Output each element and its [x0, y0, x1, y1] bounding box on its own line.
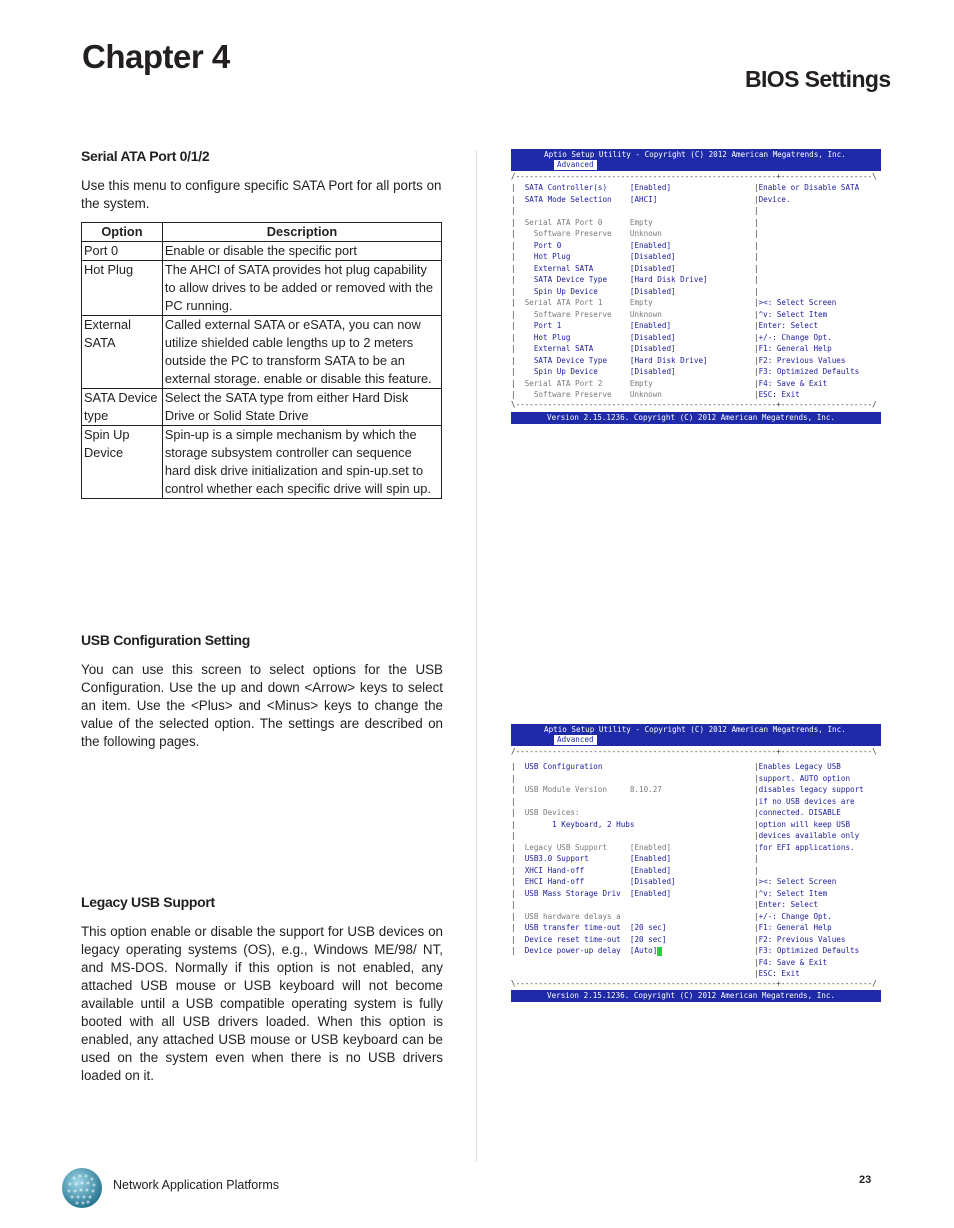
bios-setting-row: | Software Preserve Unknown	[511, 229, 662, 238]
legacy-heading: Legacy USB Support	[81, 894, 215, 910]
bios-setting-value[interactable]: Empty	[629, 298, 653, 307]
bios-help-text: F3: Optimized Defaults	[758, 367, 860, 376]
bios-setting-label	[525, 831, 630, 840]
bios-help-line: |	[754, 275, 759, 284]
table-row	[82, 261, 442, 316]
bios-help-line: |^v: Select Item	[754, 309, 828, 319]
bios-help-text: ESC: Exit	[758, 969, 800, 978]
bios-setting-row[interactable]: | USB Mass Storage Driv [Enabled]	[511, 888, 672, 898]
bios-setting-label: Port 0	[524, 240, 630, 250]
bios-help-line: |option will keep USB	[754, 819, 851, 829]
usb-intro: You can use this screen to select options for the USB Configuration. Use the up and down <Arrow> keys to select an item. Use the <Plus> and <Minus> keys to change the value of the selected option. The settings are described on the following pages.	[81, 662, 443, 749]
description-cell: Called external SATA or eSATA, you can now utilize shielded cable lengths up to 2 meters outside the PC to transform SATA to be an external storage. enable or disable this feature.	[162, 316, 441, 389]
bios-help-text: F4: Save & Exit	[758, 957, 828, 967]
bios-help-text: if no USB devices are	[758, 796, 855, 806]
globe-logo-icon	[60, 1166, 104, 1210]
bios-setting-row[interactable]: | Hot Plug [Disabled]	[511, 252, 676, 261]
bios-setting-value[interactable]: [20 sec]	[629, 923, 667, 932]
bios-setting-row: | Serial ATA Port 0 Empty	[511, 217, 653, 227]
bios-help-text: F1: General Help	[758, 923, 832, 932]
bios-setting-row: | Software Preserve Unknown	[511, 390, 662, 399]
sata-intro: Use this menu to configure specific SATA Port for all ports on the system.	[81, 178, 442, 211]
bios-setting-value[interactable]: [Disabled]	[629, 286, 676, 296]
bios-help-line: |+/-: Change Opt.	[754, 911, 832, 921]
bios-title: Aptio Setup Utility - Copyright (C) 2012 American Megatrends, Inc.	[544, 725, 846, 734]
bios-setting-row[interactable]: | Legacy USB Support [Enabled]	[511, 842, 672, 852]
cursor-icon	[657, 947, 662, 956]
bios-setting-label: Device power-up delay	[524, 946, 630, 955]
bios-help-line: |><: Select Screen	[754, 298, 837, 307]
description-cell: Spin-up is a simple mechanism by which the storage subsystem controller can sequence hard disk drive initialization and spin-up.set to control whether each specific drive will spin up.	[162, 426, 441, 499]
bios-help-text: +/-: Change Opt.	[758, 911, 832, 921]
bios-help-line: |Device.	[754, 194, 791, 204]
bios-setting-row[interactable]: | SATA Device Type [Hard Disk Drive]	[511, 275, 708, 284]
bios-help-text: F2: Previous Values	[758, 355, 846, 365]
bios-setting-label: Serial ATA Port 1	[524, 298, 630, 307]
bios-setting-label: XHCI Hand-off	[524, 865, 630, 875]
bios-setting-value[interactable]: [Auto]	[629, 946, 658, 955]
legacy-body: This option enable or disable the support for USB devices on legacy operating systems (OS), e.g., Windows ME/98/ NT, and MS-DOS. Normally if this option is not enabled, any attached USB mouse or USB keyboard will not become available until a USB compatible operating system is fully booted with all USB drivers loaded. When this option is enabled, any attached USB mouse or USB keyboard can be used on the system even when there is no USB drivers loaded on it.	[81, 924, 443, 1083]
bios-help-line: |F1: General Help	[754, 923, 832, 932]
page-number: 23	[859, 1174, 872, 1186]
col-header-option: Option	[82, 223, 163, 242]
chapter-title: Chapter 4	[82, 38, 230, 75]
bios-setting-label: SATA Controller(s)	[524, 183, 630, 192]
bios-setting-value[interactable]: [Enabled]	[629, 854, 672, 863]
bios-setting-label: SATA Device Type	[524, 355, 630, 365]
bios-help-line: |	[754, 263, 759, 273]
bios-help-line: |^v: Select Item	[754, 888, 828, 898]
bios-setting-value[interactable]: [Disabled]	[629, 263, 676, 273]
bios-help-text: Enable or Disable SATA	[758, 183, 860, 192]
bios-help-text: F3: Optimized Defaults	[758, 946, 860, 955]
bios-help-text: Device.	[758, 194, 791, 204]
bios-setting-label: Serial ATA Port 2	[524, 378, 630, 388]
description-cell: Select the SATA type from either Hard Disk Drive or Solid State Drive	[162, 389, 441, 426]
bios-setting-row: |	[511, 830, 630, 842]
bios-setting-row[interactable]: | SATA Device Type [Hard Disk Drive]	[511, 355, 708, 365]
bios-setting-label: Device reset time-out	[524, 934, 630, 944]
bios-help-text: ^v: Select Item	[758, 309, 828, 319]
bios-help-text: ESC: Exit	[758, 390, 800, 399]
bios-help-line: |if no USB devices are	[754, 796, 855, 806]
bios-help-text: support. AUTO option	[758, 773, 851, 783]
bios-help-line: |disables legacy support	[754, 785, 864, 794]
bios-setting-label: Software Preserve	[524, 390, 630, 399]
bios-setting-label: USB Module Version	[524, 785, 630, 794]
bios-setting-value[interactable]: Unknown	[629, 309, 662, 319]
table-row	[82, 316, 442, 389]
bios-setting-label: Hot Plug	[524, 252, 630, 261]
bios-setting-label: Hot Plug	[524, 332, 630, 342]
bios-setting-row: | Serial ATA Port 1 Empty	[511, 298, 653, 307]
bios-help-text: +/-: Change Opt.	[758, 332, 832, 342]
description-cell: Enable or disable the specific port	[162, 242, 441, 261]
bios-help-line: |F4: Save & Exit	[754, 957, 828, 967]
bios-setting-row[interactable]: | EHCI Hand-off [Disabled]	[511, 877, 676, 886]
bios-setting-value[interactable]: 8.10.27	[629, 785, 662, 794]
column-divider	[476, 150, 477, 1162]
bios-setting-row[interactable]: | Device reset time-out [20 sec]	[511, 934, 667, 944]
bios-help-line: |Enables Legacy USB	[754, 762, 841, 771]
section-title: BIOS Settings	[745, 66, 891, 92]
bios-help-text: F4: Save & Exit	[758, 378, 828, 388]
description-cell: The AHCI of SATA provides hot plug capability to allow drives to be added or removed with the PC running.	[162, 261, 441, 316]
tab-advanced[interactable]: Advanced	[554, 735, 597, 745]
bios-help-line: |support. AUTO option	[754, 773, 851, 783]
sata-options-table	[81, 222, 442, 499]
bios-help-line: |Enter: Select	[754, 900, 819, 909]
bios-setting-value[interactable]: [Enabled]	[629, 321, 672, 330]
bios-help-line: |	[754, 240, 759, 250]
bios-help-text: ^v: Select Item	[758, 888, 828, 898]
bios-help-line: |for EFI applications.	[754, 842, 855, 852]
bios-help-line: |Enter: Select	[754, 321, 819, 330]
bios-setting-row: |	[511, 773, 630, 785]
bios-setting-value[interactable]: Unknown	[629, 229, 662, 238]
bios-help-text: disables legacy support	[758, 785, 864, 794]
bios-setting-label	[525, 797, 630, 806]
bios-help-line: |ESC: Exit	[754, 969, 800, 978]
bios-setting-row[interactable]: | SATA Controller(s) [Enabled]	[511, 183, 672, 192]
bios-setting-row: |	[511, 205, 630, 217]
bios-help-text: F1: General Help	[758, 344, 832, 353]
option-cell: SATA Device type	[82, 389, 163, 426]
bios-help-text: ><: Select Screen	[758, 877, 837, 886]
bios-help-line: |F2: Previous Values	[754, 934, 846, 944]
bios-setting-value[interactable]: [Enabled]	[629, 183, 672, 192]
bios-setting-row[interactable]: | XHCI Hand-off [Enabled]	[511, 865, 672, 875]
bios-setting-value[interactable]: [20 sec]	[629, 934, 667, 944]
bios-setting-value[interactable]: [Disabled]	[629, 332, 676, 342]
bios-help-text: Enter: Select	[758, 900, 819, 909]
bios-setting-label: USB Devices:	[524, 808, 630, 817]
bios-setting-row[interactable]: | USB transfer time-out [20 sec]	[511, 923, 667, 932]
bios-setting-label	[525, 774, 630, 783]
bios-setting-value[interactable]: [Enabled]	[629, 865, 672, 875]
bios-setting-label: External SATA	[524, 263, 630, 273]
bios-setting-value[interactable]: Unknown	[629, 390, 662, 399]
bios-setting-row: | USB Configuration	[511, 762, 630, 771]
bios-help-line: |	[754, 229, 759, 238]
bios-setting-label: SATA Device Type	[524, 275, 630, 284]
bios-version-bar	[511, 412, 881, 424]
table-row	[82, 426, 442, 499]
bios-setting-row: | Software Preserve Unknown	[511, 309, 662, 319]
bios-help-text: ><: Select Screen	[758, 298, 837, 307]
usb-heading: USB Configuration Setting	[81, 632, 251, 648]
bios-help-text: Enables Legacy USB	[758, 762, 841, 771]
bios-setting-value[interactable]: [Enabled]	[629, 240, 672, 250]
bios-bottom-border: \---------------------------------------------------------+--------------------/	[511, 979, 877, 988]
bios-setting-label: Software Preserve	[524, 229, 630, 238]
bios-help-line: |	[754, 252, 759, 261]
bios-help-line: |devices available only	[754, 831, 860, 840]
option-cell: Spin Up Device	[82, 426, 163, 499]
bios-help-line: |F2: Previous Values	[754, 355, 846, 365]
bios-setting-label: 1 Keyboard, 2 Hubs	[524, 819, 635, 829]
bios-help-line: |connected. DISABLE	[754, 808, 841, 817]
bios-setting-row[interactable]: | USB3.0 Support [Enabled]	[511, 854, 672, 863]
bios-setting-value[interactable]: [Disabled]	[629, 344, 676, 353]
option-cell: Port 0	[82, 242, 163, 261]
bios-setting-row[interactable]: | Spin Up Device [Disabled]	[511, 286, 676, 296]
bios-setting-value[interactable]: Empty	[629, 378, 653, 388]
bios-setting-label: Software Preserve	[524, 309, 630, 319]
bios-setting-value[interactable]: [Hard Disk Drive]	[629, 275, 708, 284]
bios-setting-value[interactable]: [Disabled]	[629, 367, 676, 376]
bios-setting-label: USB Configuration	[524, 762, 630, 771]
bios-setting-row: | 1 Keyboard, 2 Hubs	[511, 819, 635, 829]
bios-setting-label: USB3.0 Support	[524, 854, 630, 863]
bios-help-line: |	[754, 206, 759, 215]
bios-help-text: for EFI applications.	[758, 842, 855, 852]
col-header-description: Description	[162, 223, 441, 242]
bios-setting-label: USB Mass Storage Driv	[524, 888, 630, 898]
bios-help-text: F2: Previous Values	[758, 934, 846, 944]
bios-setting-row: | USB hardware delays a	[511, 911, 630, 921]
bios-setting-label: Serial ATA Port 0	[524, 217, 630, 227]
bios-setting-row: |	[511, 899, 630, 911]
bios-top-border: /---------------------------------------------------------+--------------------\	[511, 747, 877, 756]
bios-setting-value[interactable]: [AHCI]	[629, 194, 658, 204]
table-row	[82, 242, 442, 261]
bios-setting-row: |	[511, 796, 630, 808]
bios-help-line: |	[754, 217, 759, 227]
bios-help-line: |	[754, 854, 759, 863]
bios-setting-value[interactable]: [Disabled]	[629, 252, 676, 261]
bios-setting-label: External SATA	[524, 344, 630, 353]
bios-help-line: |ESC: Exit	[754, 390, 800, 399]
bios-setting-label: Legacy USB Support	[524, 842, 630, 852]
bios-setting-value[interactable]: [Enabled]	[629, 842, 672, 852]
bios-help-line: |F1: General Help	[754, 344, 832, 353]
bios-version-bar	[511, 990, 881, 1002]
bios-setting-label: USB transfer time-out	[524, 923, 630, 932]
bios-help-line: |><: Select Screen	[754, 877, 837, 886]
bios-help-line: |F3: Optimized Defaults	[754, 946, 860, 955]
bios-help-text: connected. DISABLE	[758, 808, 841, 817]
bios-setting-label: EHCI Hand-off	[524, 877, 630, 886]
bios-help-line: |F3: Optimized Defaults	[754, 367, 860, 376]
bios-version: Version 2.15.1236. Copyright (C) 2012 American Megatrends, Inc.	[547, 413, 836, 422]
bios-title: Aptio Setup Utility - Copyright (C) 2012 American Megatrends, Inc.	[544, 150, 846, 159]
bios-setting-label: Port 1	[524, 321, 630, 330]
bios-setting-label: Spin Up Device	[524, 367, 630, 376]
bios-help-text: option will keep USB	[758, 819, 851, 829]
bios-version: Version 2.15.1236. Copyright (C) 2012 American Megatrends, Inc.	[547, 991, 836, 1000]
bios-top-border: /---------------------------------------------------------+--------------------\	[511, 172, 877, 181]
bios-help-line: |	[754, 865, 759, 875]
bios-help-text: Enter: Select	[758, 321, 819, 330]
bios-setting-row: | USB Devices:	[511, 808, 630, 817]
bios-setting-row[interactable]: | Port 0 [Enabled]	[511, 240, 672, 250]
bios-setting-value[interactable]: [Disabled]	[629, 877, 676, 886]
bios-setting-label	[525, 900, 630, 909]
bios-setting-row[interactable]: | External SATA [Disabled]	[511, 344, 676, 353]
bios-help-line: |+/-: Change Opt.	[754, 332, 832, 342]
bios-setting-value[interactable]: Empty	[629, 217, 653, 227]
bios-setting-label: SATA Mode Selection	[524, 194, 630, 204]
bios-setting-label	[525, 206, 630, 215]
footer-brand: Network Application Platforms	[113, 1178, 280, 1192]
tab-advanced[interactable]: Advanced	[554, 160, 597, 170]
bios-setting-row: | USB Module Version 8.10.27	[511, 785, 662, 794]
option-cell: External SATA	[82, 316, 163, 389]
sata-heading: Serial ATA Port 0/1/2	[81, 148, 210, 164]
bios-setting-value[interactable]: [Enabled]	[629, 888, 672, 898]
bios-setting-row[interactable]: | Hot Plug [Disabled]	[511, 332, 676, 342]
bios-help-line: |Enable or Disable SATA	[754, 183, 860, 192]
bios-setting-label: Spin Up Device	[524, 286, 630, 296]
bios-help-text: devices available only	[758, 831, 860, 840]
bios-usb-screen	[511, 724, 881, 1002]
bios-help-line: |F4: Save & Exit	[754, 378, 828, 388]
table-row	[82, 389, 442, 426]
bios-setting-row[interactable]: | Port 1 [Enabled]	[511, 321, 672, 330]
bios-setting-label: USB hardware delays a	[524, 911, 630, 921]
bios-setting-row: | Serial ATA Port 2 Empty	[511, 378, 653, 388]
bios-bottom-border: \---------------------------------------------------------+--------------------/	[511, 400, 877, 409]
bios-sata-screen	[511, 149, 881, 424]
bios-setting-row[interactable]: | Spin Up Device [Disabled]	[511, 367, 676, 376]
bios-setting-row[interactable]: | External SATA [Disabled]	[511, 263, 676, 273]
bios-setting-value[interactable]: [Hard Disk Drive]	[629, 355, 708, 365]
option-cell: Hot Plug	[82, 261, 163, 316]
bios-setting-row[interactable]: | SATA Mode Selection [AHCI]	[511, 194, 658, 204]
bios-setting-row[interactable]: | Device power-up delay [Auto]	[511, 945, 662, 957]
bios-help-line: |	[754, 286, 759, 296]
